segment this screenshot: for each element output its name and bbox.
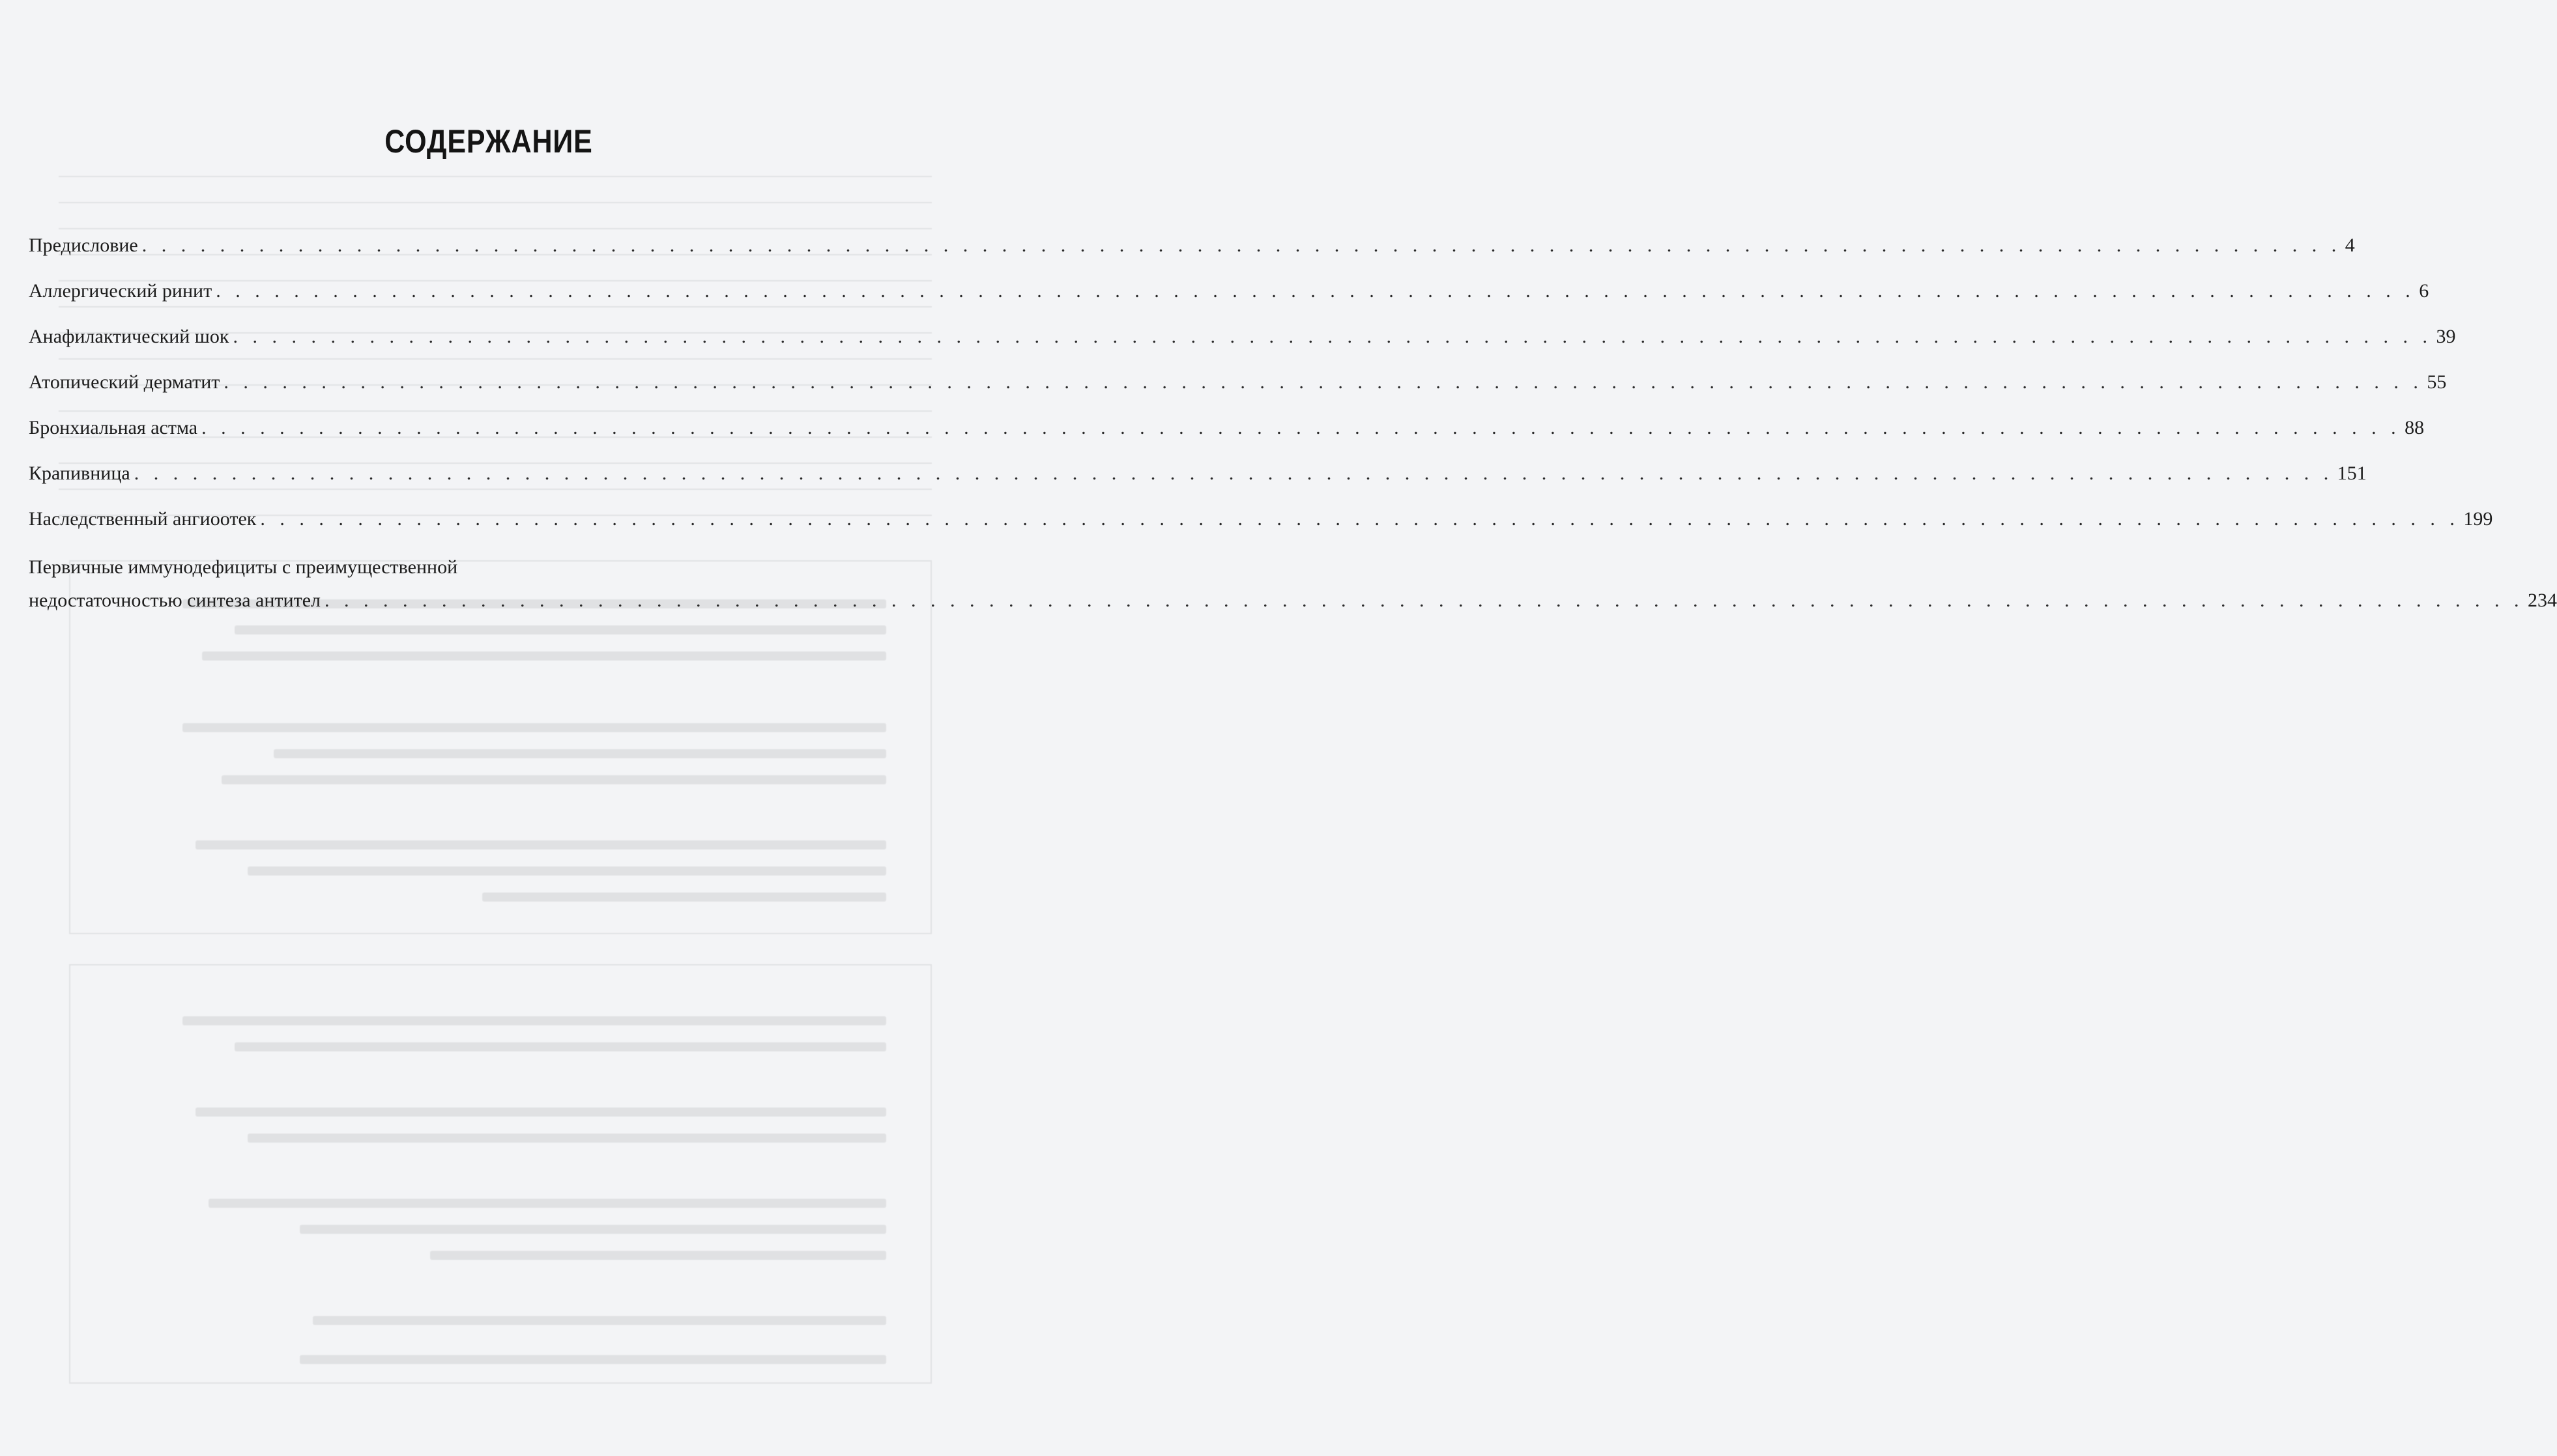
toc-page-number: 234 [2527,590,2557,611]
toc-entry-primary-immunodeficiencies[interactable] [29,556,2557,612]
toc-entry-urticaria[interactable] [29,463,2367,485]
dot-leader: . . . . . . . . . . . . . . . . . . . . . . . . . . . . . . . . . . . . . . . . . . . . . . . . . . . . . . . . . . . . . . . . . . . . . . . . . . . . . . . . . . . . . . . . . . . . . . . . . . . . . . . . . . . . . . . . . [260,508,2460,530]
toc-entry-allergic-rhinitis[interactable] [29,280,2429,302]
dot-leader: . . . . . . . . . . . . . . . . . . . . . . . . . . . . . . . . . . . . . . . . . . . . . . . . . . . . . . . . . . . . . . . . . . . . . . . . . . . . . . . . . . . . . . . . . . . . . . . . . . . . . . . . . . . . . . . . . [201,417,2401,438]
show-through-background [0,0,977,1456]
toc-page-number: 55 [2427,371,2447,393]
dot-leader: . . . . . . . . . . . . . . . . . . . . . . . . . . . . . . . . . . . . . . . . . . . . . . . . . . . . . . . . . . . . . . . . . . . . . . . . . . . . . . . . . . . . . . . . . . . . . . . . . . . . . . . . . . . . . . . . . [233,326,2433,347]
toc-entry-label: Наследственный ангиоотек [29,508,257,530]
toc-entry-label: Атопический дерматит [29,371,220,393]
dot-leader: . . . . . . . . . . . . . . . . . . . . . . . . . . . . . . . . . . . . . . . . . . . . . . . . . . . . . . . . . . . . . . . . . . . . . . . . . . . . . . . . . . . . . . . . . . . . . . . . . . . . . . . . . . . . . . . . . [141,235,2341,256]
toc-page-number: 151 [2337,463,2367,484]
page-title: СОДЕРЖАНИЕ [384,123,593,160]
toc-entry-label: Бронхиальная астма [29,417,198,438]
toc-page-number: 6 [2419,280,2429,302]
toc-page-number: 4 [2345,235,2355,256]
toc-entry-label: Крапивница [29,463,130,484]
toc-entry-label: Предисловие [29,235,138,256]
toc-entry-hereditary-angioedema[interactable] [29,508,2493,530]
toc-entry-preface[interactable] [29,235,2355,257]
toc-entry-label-line2: недостаточностью синтеза антител [29,590,321,611]
toc-page-number: 199 [2463,508,2493,530]
toc-entry-atopic-dermatitis[interactable] [29,371,2447,393]
toc-entry-anaphylactic-shock[interactable] [29,326,2456,348]
toc-entry-label: Анафилактический шок [29,326,229,347]
toc-page-number: 88 [2405,417,2425,438]
dot-leader: . . . . . . . . . . . . . . . . . . . . . . . . . . . . . . . . . . . . . . . . . . . . . . . . . . . . . . . . . . . . . . . . . . . . . . . . . . . . . . . . . . . . . . . . . . . . . . . . . . . . . . . . . . . . . . . . . [224,371,2423,393]
dot-leader: . . . . . . . . . . . . . . . . . . . . . . . . . . . . . . . . . . . . . . . . . . . . . . . . . . . . . . . . . . . . . . . . . . . . . . . . . . . . . . . . . . . . . . . . . . . . . . . . . . . . . . . . . . . . . . . . . [324,590,2524,611]
toc-entry-bronchial-asthma[interactable] [29,417,2425,439]
toc-entry-label: Аллергический ринит [29,280,212,302]
dot-leader: . . . . . . . . . . . . . . . . . . . . . . . . . . . . . . . . . . . . . . . . . . . . . . . . . . . . . . . . . . . . . . . . . . . . . . . . . . . . . . . . . . . . . . . . . . . . . . . . . . . . . . . . . . . . . . . . . [216,280,2416,302]
toc-entry-label-line1: Первичные иммунодефициты с преимущественной [29,556,458,578]
dot-leader: . . . . . . . . . . . . . . . . . . . . . . . . . . . . . . . . . . . . . . . . . . . . . . . . . . . . . . . . . . . . . . . . . . . . . . . . . . . . . . . . . . . . . . . . . . . . . . . . . . . . . . . . . . . . . . . . . [134,463,2333,484]
toc-page-number: 39 [2436,326,2456,347]
